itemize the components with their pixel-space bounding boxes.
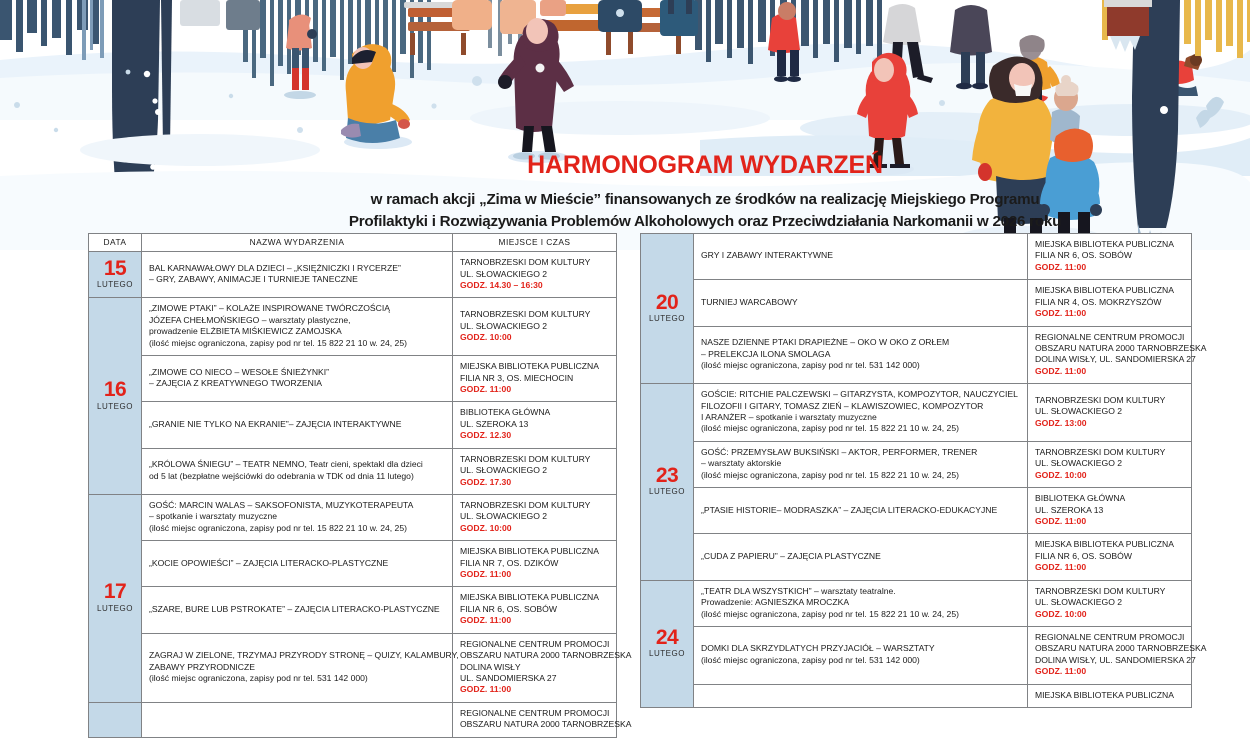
date-cell xyxy=(641,580,694,707)
place-text-line: MIEJSKA BIBLIOTEKA PUBLICZNA xyxy=(460,546,599,557)
place-time-cell xyxy=(1028,234,1192,280)
table-row xyxy=(641,234,1192,280)
place-time-cell xyxy=(1028,280,1192,326)
place-text-line: REGIONALNE CENTRUM PROMOCJI xyxy=(460,638,610,649)
schedule-table-left xyxy=(88,233,632,738)
event-text-line: JÓZEFA CHEŁMOŃSKIEGO – warsztaty plastyczne, xyxy=(149,314,351,325)
event-text-line: (ilość miejsc ograniczona, zapisy pod nr tel. 15 822 21 10 w. 24, 25) xyxy=(149,337,407,348)
table-row xyxy=(641,534,1192,580)
table-row xyxy=(89,587,617,633)
place-text-line: FILIA NR 6, OS. SOBÓW xyxy=(1035,550,1132,561)
event-text-line: NASZE DZIENNE PTAKI DRAPIEŻNE – OKO W OKO Z ORŁEM xyxy=(701,337,950,348)
place-text-line: FILIA NR 4, OS. MOKRZYSZÓW xyxy=(1035,296,1162,307)
place-text-line: OBSZARU NATURA 2000 TARNOBRZESKA xyxy=(1035,643,1207,654)
event-name-cell xyxy=(694,626,1028,684)
date-day-number: 17 xyxy=(103,580,127,604)
place-text-line: UL. SŁOWACKIEGO 2 xyxy=(460,465,548,476)
place-text-line: REGIONALNE CENTRUM PROMOCJI xyxy=(1035,631,1185,642)
table-row xyxy=(89,252,617,298)
event-text-line: „GRANIE NIE TYLKO NA EKRANIE”– ZAJĘCIA INTERAKTYWNE xyxy=(149,418,402,429)
place-text-line: TARNOBRZESKI DOM KULTURY xyxy=(460,309,591,320)
place-text-line: FILIA NR 7, OS. DZIKÓW xyxy=(460,557,559,568)
place-text-line: OBSZARU NATURA 2000 TARNOBRZESKA xyxy=(1035,342,1207,353)
date-cell xyxy=(89,702,142,737)
table-row xyxy=(89,356,617,402)
place-time-cell xyxy=(453,702,632,737)
event-time: GODZ. 10:00 xyxy=(1035,608,1087,619)
date-month-label: LUTEGO xyxy=(649,487,685,497)
date-month-label: LUTEGO xyxy=(649,649,685,659)
place-time-cell xyxy=(1028,326,1207,384)
event-text-line: „TEATR DLA WSZYSTKICH” – warsztaty teatralne. xyxy=(701,585,896,596)
date-month-label: LUTEGO xyxy=(97,280,133,290)
date-month-label: LUTEGO xyxy=(97,603,133,613)
table-row xyxy=(89,298,617,356)
place-text-line: TARNOBRZESKI DOM KULTURY xyxy=(1035,446,1166,457)
event-name-cell xyxy=(142,356,453,402)
place-text-line: BIBLIOTEKA GŁÓWNA xyxy=(460,407,551,418)
place-text-line: UL. SANDOMIERSKA 27 xyxy=(460,672,557,683)
place-time-cell xyxy=(453,298,617,356)
table-row xyxy=(641,488,1192,534)
table-row xyxy=(89,402,617,448)
event-name-cell xyxy=(694,441,1028,487)
place-text-line: MIEJSKA BIBLIOTEKA PUBLICZNA xyxy=(1035,689,1174,700)
event-text-line: Prowadzenie: AGNIESZKA MROCZKA xyxy=(701,597,850,608)
event-time: GODZ. 11:00 xyxy=(1035,666,1087,677)
event-text-line: BAL KARNAWAŁOWY DLA DZIECI – „KSIĘŻNICZKI I RYCERZE” xyxy=(149,262,401,273)
place-text-line: TARNOBRZESKI DOM KULTURY xyxy=(1035,585,1166,596)
event-name-cell xyxy=(142,252,453,298)
event-time: GODZ. 11:00 xyxy=(460,615,512,626)
event-text-line: (ilość miejsc ograniczona, zapisy pod nr tel. 15 822 21 10 w. 24, 25) xyxy=(701,423,959,434)
place-text-line: REGIONALNE CENTRUM PROMOCJI xyxy=(460,707,610,718)
place-time-cell xyxy=(453,402,617,448)
event-time: GODZ. 14.30 – 16:30 xyxy=(460,280,543,291)
date-day-number: 23 xyxy=(655,463,679,487)
table-row xyxy=(641,441,1192,487)
place-time-cell xyxy=(453,356,617,402)
place-time-cell xyxy=(1028,488,1192,534)
date-month-label: LUTEGO xyxy=(97,401,133,411)
event-time: GODZ. 11:00 xyxy=(1035,516,1087,527)
event-text-line: (ilość miejsc ograniczona, zapisy pod nr tel. 15 822 21 10 w. 24, 25) xyxy=(701,469,959,480)
event-text-line: od 5 lat (bezpłatne wejściówki do odebrania w TDK od dnia 11 lutego) xyxy=(149,470,414,481)
event-name-cell xyxy=(142,448,453,494)
place-time-cell xyxy=(453,633,632,702)
place-time-cell xyxy=(453,494,617,540)
place-text-line: DOLINA WISŁY xyxy=(460,661,521,672)
table-header-row xyxy=(89,234,617,252)
table-row xyxy=(89,448,617,494)
place-time-cell xyxy=(1028,384,1192,442)
place-text-line: UL. SŁOWACKIEGO 2 xyxy=(460,268,548,279)
event-name-cell xyxy=(142,298,453,356)
event-time: GODZ. 10:00 xyxy=(1035,469,1087,480)
event-text-line: (ilość miejsc ograniczona, zapisy pod nr tel. 15 822 21 10 w. 24, 25) xyxy=(701,608,959,619)
date-cell xyxy=(641,384,694,580)
event-name-cell xyxy=(142,633,459,702)
event-name-cell xyxy=(142,494,453,540)
event-text-line: GRY I ZABAWY INTERAKTYWNE xyxy=(701,250,833,261)
event-text-line: – warsztaty aktorskie xyxy=(701,458,782,469)
event-time: GODZ. 11:00 xyxy=(460,684,512,695)
event-name-cell xyxy=(694,326,1028,384)
header-event-name: NAZWA WYDARZENIA xyxy=(142,234,453,252)
place-text-line: UL. SŁOWACKIEGO 2 xyxy=(1035,597,1123,608)
schedule-table-right xyxy=(640,233,1207,708)
place-text-line: MIEJSKA BIBLIOTEKA PUBLICZNA xyxy=(1035,239,1174,249)
date-day-number: 15 xyxy=(103,256,127,280)
event-name-cell xyxy=(142,702,453,737)
event-name-cell xyxy=(694,534,1028,580)
place-text-line: MIEJSKA BIBLIOTEKA PUBLICZNA xyxy=(1035,539,1174,550)
date-day-number: 20 xyxy=(655,290,679,314)
date-cell xyxy=(89,494,142,702)
place-text-line: TARNOBRZESKI DOM KULTURY xyxy=(1035,394,1166,405)
place-text-line: FILIA NR 6, OS. SOBÓW xyxy=(1035,250,1132,261)
place-text-line: MIEJSKA BIBLIOTEKA PUBLICZNA xyxy=(460,361,599,372)
date-day-number: 16 xyxy=(103,378,127,402)
event-name-cell xyxy=(694,580,1028,626)
event-text-line: GOŚCIE: RITCHIE PALCZEWSKI – GITARZYSTA, KOMPOZYTOR, NAUCZYCIEL xyxy=(701,389,1018,400)
event-text-line: „ZIMOWE PTAKI” – KOLAŻE INSPIROWANE TWÓRCZOŚCIĄ xyxy=(149,303,390,314)
place-text-line: MIEJSKA BIBLIOTEKA PUBLICZNA xyxy=(1035,285,1174,296)
event-name-cell xyxy=(694,234,1028,280)
place-text-line: MIEJSKA BIBLIOTEKA PUBLICZNA xyxy=(460,592,599,603)
event-text-line: „KOCIE OPOWIEŚCI” – ZAJĘCIA LITERACKO-PLASTYCZNE xyxy=(149,557,389,568)
event-text-line: (ilość miejsc ograniczona, zapisy pod nr tel. 531 142 000) xyxy=(701,654,920,665)
event-text-line: FILOZOFII I GITARY, TOMASZ ZIEŃ – KLAWISZOWIEC, KOMPOZYTOR xyxy=(701,400,984,411)
date-cell xyxy=(89,298,142,494)
event-text-line: TURNIEJ WARCABOWY xyxy=(701,296,798,307)
subtitle-line-2: Profilaktyki i Rozwiązywania Problemów Alkoholowych oraz Przeciwdziałania Narkomanii w 2026 roku xyxy=(348,212,1062,230)
event-text-line: DOMKI DLA SKRZYDLATYCH PRZYJACIÓŁ – WARSZTATY xyxy=(701,643,935,654)
event-time: GODZ. 12.30 xyxy=(460,430,512,441)
place-time-cell xyxy=(1028,441,1192,487)
event-text-line: I ARANŻER – spotkanie i warsztaty muzyczne xyxy=(701,412,877,423)
event-time: GODZ. 11:00 xyxy=(1035,365,1087,376)
event-name-cell xyxy=(694,280,1028,326)
place-text-line: UL. SŁOWACKIEGO 2 xyxy=(1035,458,1123,469)
event-time: GODZ. 11:00 xyxy=(460,383,512,394)
place-time-cell xyxy=(453,252,617,298)
place-time-cell xyxy=(453,448,617,494)
event-text-line: ZAGRAJ W ZIELONE, TRZYMAJ PRZYRODY STRONĘ – QUIZY, KALAMBURY, xyxy=(149,650,459,661)
table-row xyxy=(641,384,1192,442)
place-text-line: FILIA NR 6, OS. SOBÓW xyxy=(460,603,557,614)
date-month-label: LUTEGO xyxy=(649,314,685,324)
event-name-cell xyxy=(694,384,1028,442)
event-text-line: – PRELEKCJA ILONA SMOLAGA xyxy=(701,348,831,359)
place-text-line: TARNOBRZESKI DOM KULTURY xyxy=(460,257,591,268)
table-row xyxy=(89,494,617,540)
place-text-line: DOLINA WISŁY, UL. SANDOMIERSKA 27 xyxy=(1035,654,1196,665)
event-time: GODZ. 10:00 xyxy=(460,331,512,342)
header-date: DATA xyxy=(89,234,142,252)
event-time: GODZ. 11:00 xyxy=(1035,562,1087,573)
place-text-line: UL. SŁOWACKIEGO 2 xyxy=(1035,406,1123,417)
event-text-line: (ilość miejsc ograniczona, zapisy pod nr tel. 15 822 21 10 w. 24, 25) xyxy=(149,522,407,533)
place-text-line: FILIA NR 3, OS. MIECHOCIN xyxy=(460,372,574,383)
date-cell xyxy=(641,234,694,384)
place-text-line: TARNOBRZESKI DOM KULTURY xyxy=(460,453,591,464)
event-text-line: – GRY, ZABAWY, ANIMACJE I TURNIEJE TANECZNE xyxy=(149,274,358,285)
place-time-cell xyxy=(1028,534,1192,580)
event-name-cell xyxy=(142,541,453,587)
date-day-number: 24 xyxy=(655,625,679,649)
event-text-line: „PTASIE HISTORIE– MODRASZKA” – ZAJĘCIA LITERACKO-EDUKACYJNE xyxy=(701,504,998,515)
event-text-line: – spotkanie i warsztaty muzyczne xyxy=(149,511,278,522)
event-time: GODZ. 11:00 xyxy=(460,569,512,580)
table-row xyxy=(89,541,617,587)
event-name-cell xyxy=(142,402,453,448)
table-row xyxy=(641,626,1192,684)
table-row xyxy=(641,684,1192,707)
place-text-line: OBSZARU NATURA 2000 TARNOBRZESKA xyxy=(460,719,632,730)
event-text-line: – ZAJĘCIA Z KREATYWNEGO TWORZENIA xyxy=(149,378,323,389)
page-title: HARMONOGRAM WYDARZEŃ xyxy=(527,151,883,179)
place-time-cell xyxy=(1028,580,1192,626)
place-time-cell xyxy=(453,541,617,587)
event-name-cell xyxy=(142,587,453,633)
table-row xyxy=(641,580,1192,626)
place-text-line: UL. SŁOWACKIEGO 2 xyxy=(460,320,548,331)
table-row xyxy=(641,280,1192,326)
event-text-line: „KRÓLOWA ŚNIEGU” – TEATR NEMNO, Teatr cieni, spektakl dla dzieci xyxy=(149,459,423,470)
header-place-time: MIEJSCE I CZAS xyxy=(453,234,617,252)
event-text-line: „CUDA Z PAPIERU” – ZAJĘCIA PLASTYCZNE xyxy=(701,550,881,561)
event-time: GODZ. 11:00 xyxy=(1035,308,1087,319)
place-text-line: BIBLIOTEKA GŁÓWNA xyxy=(1035,493,1126,504)
event-name-cell xyxy=(694,684,1028,707)
place-text-line: UL. SZEROKA 13 xyxy=(460,418,529,429)
place-text-line: DOLINA WISŁY, UL. SANDOMIERSKA 27 xyxy=(1035,354,1196,365)
event-time: GODZ. 13:00 xyxy=(1035,417,1087,428)
event-text-line: ZABAWY PRZYRODNICZE xyxy=(149,661,255,672)
event-text-line: (ilość miejsc ograniczona, zapisy pod nr tel. 531 142 000) xyxy=(701,360,920,371)
place-text-line: UL. SŁOWACKIEGO 2 xyxy=(460,511,548,522)
place-text-line: OBSZARU NATURA 2000 TARNOBRZESKA xyxy=(460,650,632,661)
event-time: GODZ. 11:00 xyxy=(1035,261,1087,272)
place-text-line: REGIONALNE CENTRUM PROMOCJI xyxy=(1035,331,1185,342)
event-time: GODZ. 17.30 xyxy=(460,476,512,487)
date-cell xyxy=(89,252,142,298)
event-text-line: GOŚĆ: PRZEMYSŁAW BUKSIŃSKI – AKTOR, PERFORMER, TRENER xyxy=(701,446,978,457)
table-row xyxy=(89,702,617,737)
event-text-line: „ZIMOWE CO NIECO – WESOŁE ŚNIEŻYNKI” xyxy=(149,366,330,377)
event-text-line: (ilość miejsc ograniczona, zapisy pod nr tel. 531 142 000) xyxy=(149,672,368,683)
subtitle-line-1: w ramach akcji „Zima w Mieście” finansowanych ze środków na realizację Miejskiego Programu xyxy=(370,190,1040,208)
page-subtitle xyxy=(240,189,1170,233)
event-time: GODZ. 10:00 xyxy=(460,522,512,533)
event-text-line: prowadzenie ELŻBIETA MIŚKIEWICZ ZAMOJSKA xyxy=(149,326,342,337)
table-row xyxy=(89,633,617,702)
place-time-cell xyxy=(1028,626,1207,684)
place-time-cell xyxy=(1028,684,1192,707)
place-text-line: TARNOBRZESKI DOM KULTURY xyxy=(460,499,591,510)
title-block xyxy=(240,152,1170,233)
event-text-line: GOŚĆ: MARCIN WALAS – SAKSOFONISTA, MUZYKOTERAPEUTA xyxy=(149,499,414,510)
event-name-cell xyxy=(694,488,1028,534)
table-row xyxy=(641,326,1192,384)
place-text-line: UL. SZEROKA 13 xyxy=(1035,504,1104,515)
event-text-line: „SZARE, BURE LUB PSTROKATE” – ZAJĘCIA LITERACKO-PLASTYCZNE xyxy=(149,603,440,614)
place-time-cell xyxy=(453,587,617,633)
